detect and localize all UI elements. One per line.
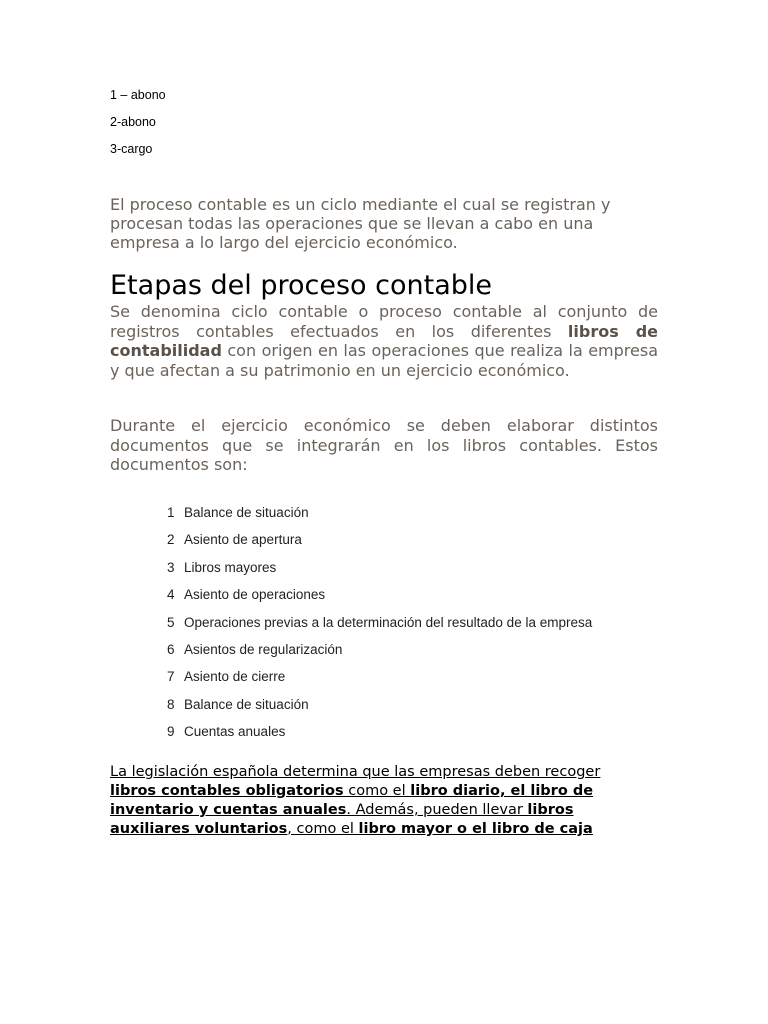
documents-intro-paragraph: Durante el ejercicio económico se deben elaborar distintos documentos que se integrarán en los libros contables. Estos documentos son: (110, 416, 658, 474)
list-item-number: 6 (167, 641, 175, 657)
list-item-number: 9 (167, 724, 175, 740)
legal-text: . Además, pueden llevar (346, 802, 528, 818)
documents-list (167, 503, 592, 750)
list-item (167, 530, 592, 557)
definition-text-start: Se denomina ciclo contable o proceso contable al conjunto de registros contables efectuados en los diferentes (110, 302, 658, 341)
legal-bold-auxiliary-books: libros auxiliares voluntarios (110, 802, 574, 837)
list-item (167, 585, 592, 612)
short-list-item: 3-cargo (110, 142, 153, 156)
list-item-number: 1 (167, 505, 175, 520)
list-item-label: Asiento de apertura (184, 532, 302, 548)
list-item (167, 640, 592, 667)
list-item-number: 3 (167, 559, 175, 575)
definition-paragraph (110, 302, 658, 380)
intro-paragraph: El proceso contable es un ciclo mediante el cual se registran y procesan todas las operaciones que se llevan a cabo en una empresa a lo largo del ejercicio económico. (110, 195, 611, 252)
list-item-label: Asiento de cierre (184, 669, 286, 685)
legal-bold-ledger-cash: libro mayor o el libro de caja (358, 821, 593, 837)
list-item (167, 695, 592, 722)
list-item-label: Balance de situación (184, 696, 309, 712)
legal-text: , como el (287, 821, 359, 837)
short-list-item: 2-abono (110, 115, 156, 129)
definition-text-end: con origen en las operaciones que realiza la empresa y que afectan a su patrimonio en un ejercicio económico. (110, 341, 658, 380)
section-heading: Etapas del proceso contable (110, 270, 493, 301)
definition-bold-term: libros de contabilidad (110, 321, 659, 360)
list-item-label: Libros mayores (184, 559, 277, 575)
list-item-label: Operaciones previas a la determinación del resultado de la empresa (184, 614, 593, 630)
list-item-label: Asientos de regularización (184, 641, 343, 657)
list-item-number: 8 (167, 696, 175, 712)
list-item-label: Balance de situación (184, 505, 309, 520)
legal-bold-mandatory-books: libros contables obligatorios (110, 783, 344, 799)
list-item-label: Asiento de operaciones (184, 587, 326, 603)
list-item (167, 667, 592, 694)
list-item-number: 4 (167, 587, 175, 603)
list-item-number: 7 (167, 669, 175, 685)
list-item (167, 503, 592, 530)
short-list-item: 1 – abono (110, 88, 166, 102)
list-item (167, 558, 592, 585)
list-item (167, 722, 592, 749)
legal-text: como el (343, 783, 411, 799)
list-item-number: 5 (167, 614, 175, 630)
legal-bold-diary-inventory: libro diario, el libro de inventario y cuentas anuales (110, 783, 594, 818)
list-item (167, 613, 592, 640)
list-item-label: Cuentas anuales (184, 724, 286, 740)
legal-paragraph (110, 763, 650, 839)
list-item-number: 2 (167, 532, 175, 548)
legal-text: La legislación española determina que las empresas deben recoger (110, 764, 601, 780)
short-list (110, 86, 166, 167)
